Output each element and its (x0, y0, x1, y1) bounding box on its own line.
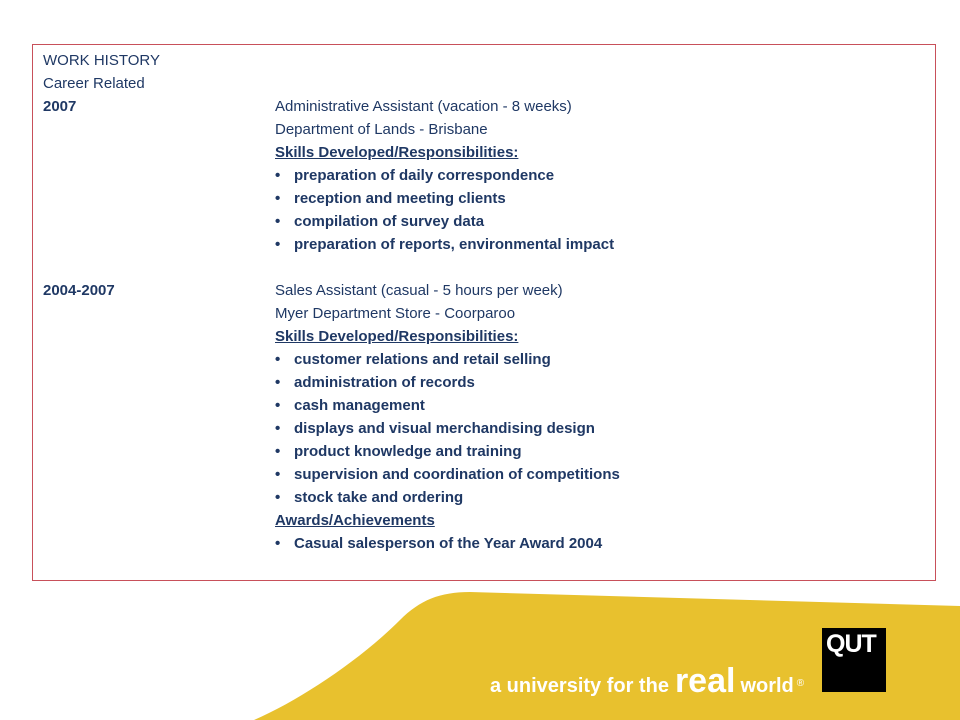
bullet-icon: • (275, 374, 281, 391)
skill-text: compilation of survey data (294, 213, 485, 230)
job-employer: Department of Lands - Brisbane (275, 121, 488, 138)
registered-mark: ® (796, 677, 805, 689)
skill-text: cash management (294, 397, 425, 414)
bullet-icon: • (275, 397, 281, 414)
bullet-icon: • (275, 420, 281, 437)
bullet-icon: • (275, 213, 281, 230)
job-title: Administrative Assistant (vacation - 8 weeks) (275, 98, 572, 115)
tagline-real: real (674, 662, 736, 700)
skill-text: stock take and ordering (294, 489, 464, 506)
skill-text: preparation of daily correspondence (294, 167, 555, 184)
logo-text: QUT (826, 630, 876, 658)
bullet-icon: • (275, 190, 281, 207)
tagline (490, 662, 804, 701)
job-year: 2004-2007 (43, 282, 115, 299)
tagline-prefix: a university for the (490, 675, 669, 697)
subsection-title: Career Related (43, 75, 145, 92)
skill-text: product knowledge and training (294, 443, 522, 460)
skill-text: preparation of reports, environmental impact (294, 236, 615, 253)
bullet-icon: • (275, 535, 281, 552)
skill-text: displays and visual merchandising design (294, 420, 595, 437)
skill-text: reception and meeting clients (294, 190, 506, 207)
bullet-icon: • (275, 351, 281, 368)
skills-heading: Skills Developed/Responsibilities: (275, 328, 519, 345)
tagline-world: world (740, 675, 794, 697)
skills-heading: Skills Developed/Responsibilities: (275, 144, 519, 161)
job-title: Sales Assistant (casual - 5 hours per week) (275, 282, 563, 299)
skill-text: supervision and coordination of competitions (294, 466, 620, 483)
bullet-icon: • (275, 167, 281, 184)
skill-text: customer relations and retail selling (294, 351, 551, 368)
bullet-icon: • (275, 466, 281, 483)
qut-logo (822, 628, 886, 692)
job-employer: Myer Department Store - Coorparoo (275, 305, 516, 322)
section-title: WORK HISTORY (43, 52, 160, 69)
awards-heading: Awards/Achievements (275, 512, 435, 529)
bullet-icon: • (275, 443, 281, 460)
job-year: 2007 (43, 98, 77, 115)
award-text: Casual salesperson of the Year Award 2004 (294, 535, 603, 552)
bullet-icon: • (275, 236, 281, 253)
skill-text: administration of records (294, 374, 475, 391)
bullet-icon: • (275, 489, 281, 506)
